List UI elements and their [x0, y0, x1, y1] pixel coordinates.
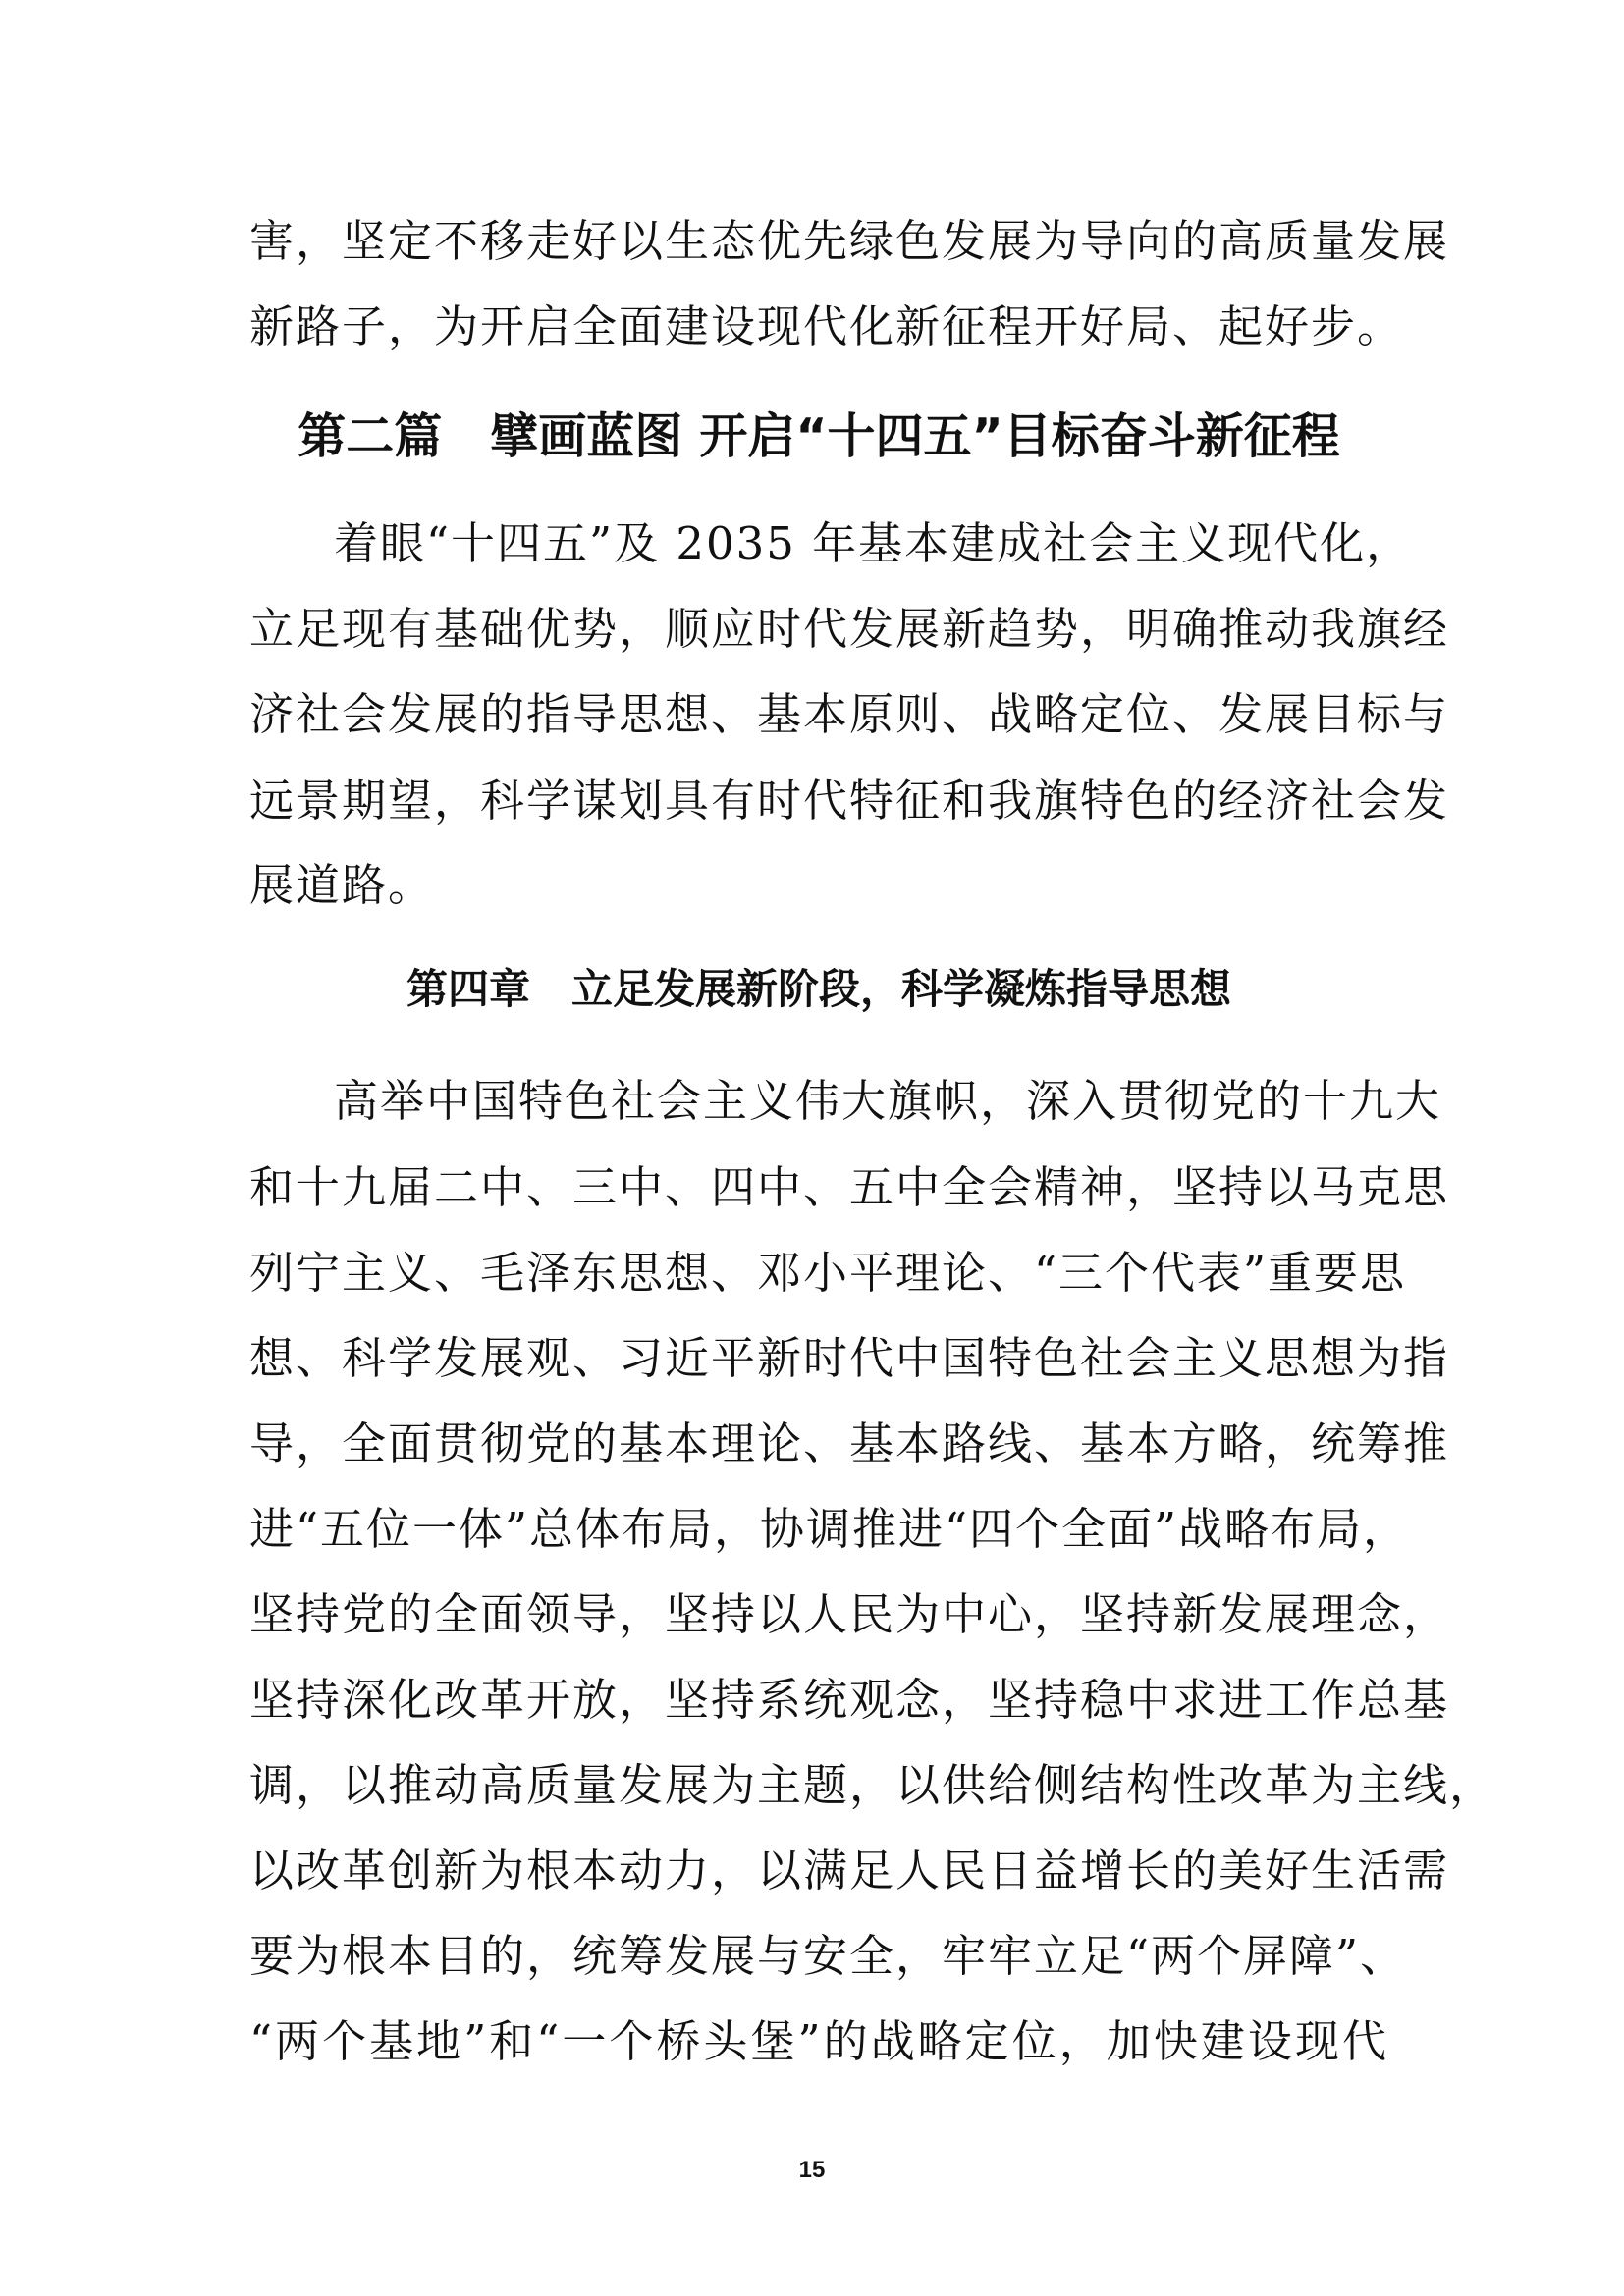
- part-line-4: 远景期望，科学谋划具有时代特征和我旗特色的经济社会发: [249, 774, 1450, 827]
- chapter-line-8: 坚持深化改革开放，坚持系统观念，坚持稳中求进工作总基: [249, 1674, 1450, 1726]
- intro-line-1: 害，坚定不移走好以生态优先绿色发展为导向的高质量发展: [249, 215, 1450, 267]
- chapter-line-1: 高举中国特色社会主义伟大旗帜，深入贯彻党的十九大: [334, 1075, 1442, 1127]
- chapter-line-10: 以改革创新为根本动力，以满足人民日益增长的美好生活需: [249, 1844, 1450, 1896]
- chapter-line-6: 进“五位一体”总体布局，协调推进“四个全面”战略布局，: [249, 1503, 1410, 1555]
- chapter-line-5: 导，全面贯彻党的基本理论、基本路线、基本方略，统筹推: [249, 1417, 1450, 1469]
- part-heading: 第二篇 擘画蓝图 开启“十四五”目标奋斗新征程: [298, 408, 1340, 464]
- chapter-line-9: 调，以推动高质量发展为主题，以供给侧结构性改革为主线，: [249, 1759, 1496, 1811]
- chapter-heading: 第四章 立足发展新阶段，科学凝炼指导思想: [406, 965, 1231, 1013]
- intro-line-2: 新路子，为开启全面建设现代化新征程开好局、起好步。: [249, 300, 1404, 352]
- part-line-3: 济社会发展的指导思想、基本原则、战略定位、发展目标与: [249, 688, 1450, 740]
- part-line-2: 立足现有基础优势，顺应时代发展新趋势，明确推动我旗经: [249, 603, 1450, 655]
- chapter-line-4: 想、科学发展观、习近平新时代中国特色社会主义思想为指: [249, 1332, 1450, 1384]
- chapter-line-11: 要为根本目的，统筹发展与安全，牢牢立足“两个屏障”、: [249, 1930, 1407, 1982]
- part-line-1: 着眼“十四五”及 2035 年基本建成社会主义现代化，: [334, 517, 1413, 569]
- part-line-5: 展道路。: [249, 859, 435, 911]
- chapter-line-12: “两个基地”和“一个桥头堡”的战略定位，加快建设现代: [249, 2015, 1388, 2067]
- chapter-line-7: 坚持党的全面领导，坚持以人民为中心，坚持新发展理念，: [249, 1588, 1450, 1640]
- page-number: 15: [798, 2157, 826, 2183]
- chapter-line-2: 和十九届二中、三中、四中、五中全会精神，坚持以马克思: [249, 1161, 1450, 1213]
- chapter-line-3: 列宁主义、毛泽东思想、邓小平理论、“三个代表”重要思: [249, 1247, 1407, 1299]
